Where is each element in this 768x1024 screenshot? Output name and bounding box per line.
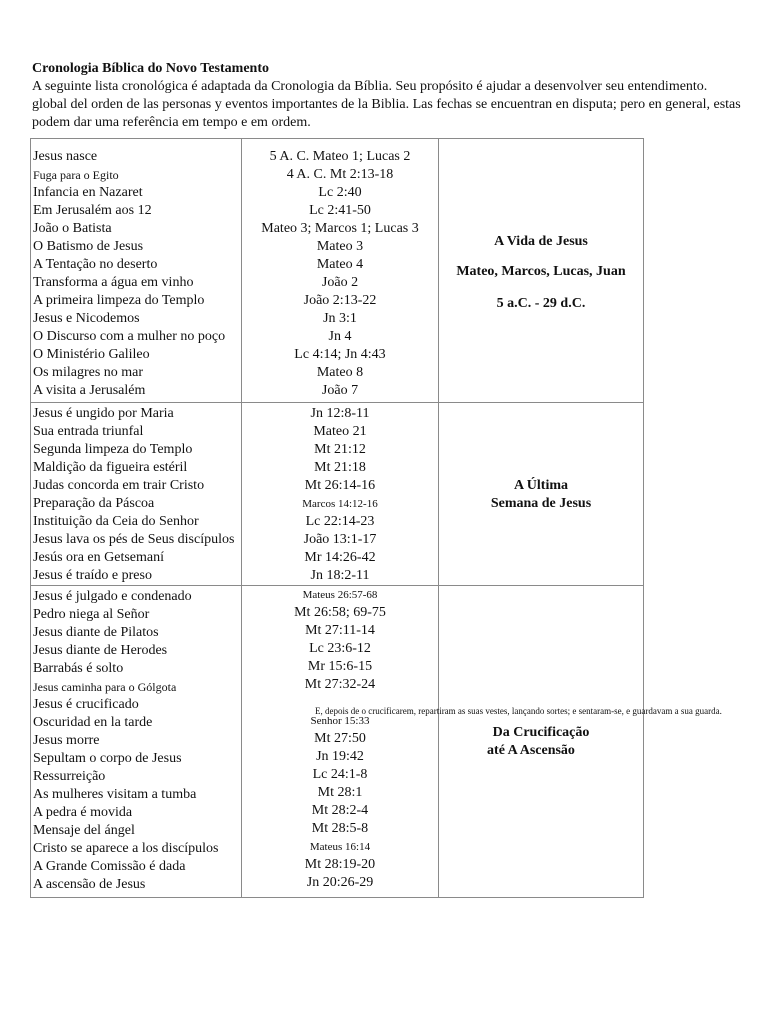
event-list	[31, 586, 241, 897]
section-label	[439, 477, 643, 513]
event-item: Pedro niega al Señor	[33, 607, 150, 622]
section-title: A Última	[513, 478, 569, 493]
ref-item: Jn 12:8-11	[310, 406, 370, 421]
event-item: Transforma a água em vinho	[33, 275, 194, 290]
section-crucifixion	[31, 586, 644, 898]
event-item: A pedra é movida	[33, 805, 133, 820]
refs-column	[242, 139, 439, 403]
ref-item: Marcos 14:12-16	[302, 498, 378, 510]
event-item: Segunda limpeza do Templo	[33, 442, 193, 457]
event-item: Sua entrada triunfal	[33, 424, 144, 439]
event-item: Jesus caminha para o Gólgota	[33, 680, 177, 694]
ref-item: Mt 28:1	[317, 785, 363, 800]
ref-item: Mt 28:19-20	[304, 857, 376, 872]
ref-item: João 2	[321, 275, 359, 290]
event-item: O Discurso com a mulher no poço	[33, 329, 226, 344]
event-item: As mulheres visitam a tumba	[33, 787, 197, 802]
ref-list	[242, 403, 438, 585]
event-item: Mensaje del ángel	[33, 823, 135, 838]
events-column	[31, 403, 242, 586]
section-label	[439, 724, 643, 760]
event-item: Fuga para o Egito	[33, 168, 119, 182]
ref-item: Mt 26:58; 69-75	[294, 605, 386, 620]
event-item: Jesus nasce	[33, 149, 98, 164]
ref-item: Mateus 26:57-68	[302, 589, 378, 601]
event-item: A ascensão de Jesus	[33, 877, 146, 892]
event-item: Maldição da figueira estéril	[33, 460, 188, 475]
ref-item: Mateo 3; Marcos 1; Lucas 3	[261, 221, 419, 236]
event-item: Instituição da Ceia do Senhor	[33, 514, 199, 529]
event-item: João o Batista	[33, 221, 112, 236]
ref-item: João 13:1-17	[303, 532, 377, 547]
ref-item: Mt 21:12	[314, 442, 366, 457]
section-last-week	[31, 403, 644, 586]
ref-item: Lc 4:14; Jn 4:43	[294, 347, 386, 362]
ref-item: Mateo 8	[316, 365, 364, 380]
verse-note: E, depois de o crucificarem, repartiram as suas vestes, lançando sortes; e sentaram-se, e guardavam a sua guarda.	[315, 706, 722, 716]
event-item: Jesús ora en Getsemaní	[33, 550, 165, 565]
section-subtitle: até A Ascensão	[487, 743, 575, 758]
ref-item: Lc 24:1-8	[312, 767, 368, 782]
event-item: Jesus é traído e preso	[33, 568, 152, 583]
event-item: Jesus diante de Herodes	[33, 643, 168, 658]
ref-list	[242, 139, 438, 400]
event-item: Jesus é crucificado	[33, 697, 139, 712]
ref-item: 4 A. C. Mt 2:13-18	[286, 167, 394, 182]
ref-item: Mt 27:11-14	[305, 623, 375, 638]
event-item: Judas concorda em trair Cristo	[33, 478, 205, 493]
ref-item: Mt 21:18	[314, 460, 366, 475]
ref-item: Jn 19:42	[316, 749, 364, 764]
ref-item: Jn 3:1	[323, 311, 357, 326]
events-column	[31, 586, 242, 898]
section-life-of-jesus	[31, 139, 644, 403]
section-label-cell	[439, 403, 644, 586]
ref-item: Mt 27:32-24	[304, 677, 376, 692]
event-item: Jesus morre	[33, 733, 100, 748]
event-item: Preparação da Páscoa	[33, 496, 155, 511]
section-subtitle: Mateo, Marcos, Lucas, Juan	[456, 264, 626, 279]
ref-item: Lc 2:40	[318, 185, 362, 200]
ref-item: Lc 22:14-23	[305, 514, 375, 529]
section-subtitle: Semana de Jesus	[490, 496, 592, 511]
event-item: Sepultam o corpo de Jesus	[33, 751, 182, 766]
event-item: Em Jerusalém aos 12	[33, 203, 152, 218]
event-item: A visita a Jerusalém	[33, 383, 146, 398]
ref-item: João 2:13-22	[303, 293, 377, 308]
ref-item: Lc 2:41-50	[309, 203, 371, 218]
events-column	[31, 139, 242, 403]
event-item: Infancia en Nazaret	[33, 185, 143, 200]
section-label-cell	[439, 139, 644, 403]
ref-item: Senhor 15:33	[310, 715, 370, 727]
event-list	[31, 139, 241, 402]
event-item: Jesus diante de Pilatos	[33, 625, 159, 640]
ref-item: Mr 15:6-15	[307, 659, 373, 674]
ref-item: Jn 18:2-11	[310, 568, 370, 583]
ref-item: Mr 14:26-42	[304, 550, 376, 565]
event-item: Jesus e Nicodemos	[33, 311, 140, 326]
ref-item: 5 A. C. Mateo 1; Lucas 2	[269, 149, 411, 164]
event-item: Jesus é ungido por Maria	[33, 406, 174, 421]
event-item: A Grande Comissão é dada	[33, 859, 186, 874]
section-title: Da Crucificação	[492, 725, 590, 740]
section-title: A Vida de Jesus	[494, 234, 588, 249]
event-item: Ressurreição	[33, 769, 106, 784]
ref-item: Mt 26:14-16	[304, 478, 376, 493]
event-item: O Batismo de Jesus	[33, 239, 144, 254]
ref-item: Mt 28:2-4	[311, 803, 369, 818]
event-item: Oscuridad en la tarde	[33, 715, 153, 730]
page-title: Cronologia Bíblica do Novo Testamento	[32, 61, 269, 76]
ref-item: Mateus 16:14	[309, 841, 371, 853]
timeline-table	[30, 138, 644, 898]
intro-line: podem dar uma referência em tempo e em ordem.	[32, 115, 311, 130]
event-item: Os milagres no mar	[33, 365, 144, 380]
event-item: O Ministério Galileo	[33, 347, 150, 362]
refs-column	[242, 403, 439, 586]
intro	[32, 60, 768, 132]
event-item: A Tentação no deserto	[33, 257, 158, 272]
intro-line: global del orden de las personas y eventos importantes de la Biblia. Las fechas se encuentran en disputa; pero en general, estas	[32, 97, 741, 112]
ref-item: Mt 28:5-8	[311, 821, 369, 836]
event-item: Jesus é julgado e condenado	[33, 589, 192, 604]
event-item: Cristo se aparece a los discípulos	[33, 841, 219, 856]
event-item: Barrabás é solto	[33, 661, 124, 676]
ref-item: Lc 23:6-12	[309, 641, 371, 656]
ref-item: Mt 27:50	[314, 731, 366, 746]
ref-item: Mateo 4	[316, 257, 364, 272]
ref-item: Jn 4	[328, 329, 352, 344]
intro-line: A seguinte lista cronológica é adaptada da Cronologia da Bíblia. Seu propósito é ajudar a desenvolver seu entendimento.	[32, 79, 708, 94]
section-dates: 5 a.C. - 29 d.C.	[496, 296, 586, 311]
ref-item: João 7	[321, 383, 359, 398]
ref-list	[242, 586, 438, 892]
event-item: A primeira limpeza do Templo	[33, 293, 205, 308]
ref-item: Mateo 3	[316, 239, 364, 254]
ref-item: Jn 20:26-29	[306, 875, 374, 890]
section-label	[439, 233, 643, 313]
ref-item: Mateo 21	[313, 424, 367, 439]
event-item: Jesus lava os pés de Seus discípulos	[33, 532, 235, 547]
event-list	[31, 403, 241, 585]
section-label-cell	[439, 586, 644, 898]
refs-column	[242, 586, 439, 898]
